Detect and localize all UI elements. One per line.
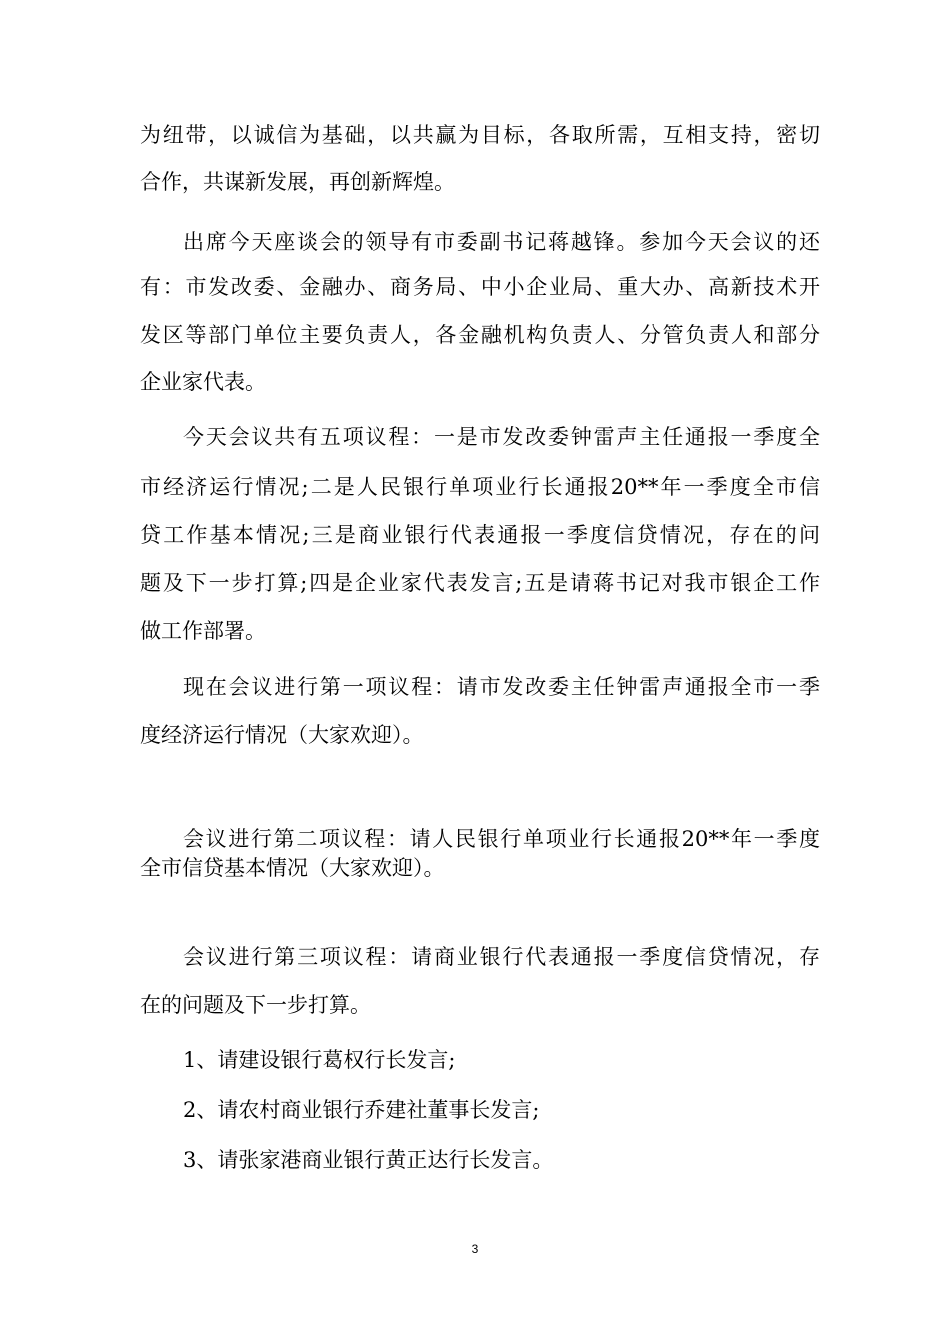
- paragraph-line: 企业家代表。: [140, 370, 266, 394]
- paragraph-line: 有：市发改委、金融办、商务局、中小企业局、重大办、高新技术开: [140, 275, 820, 299]
- paragraph-line: 度经济运行情况（大家欢迎）。: [140, 723, 424, 747]
- paragraph-line: 现在会议进行第一项议程：请市发改委主任钟雷声通报全市一季: [183, 675, 820, 699]
- paragraph-line: 发区等部门单位主要负责人，各金融机构负责人、分管负责人和部分: [140, 323, 820, 347]
- paragraph-line: 做工作部署。: [140, 619, 266, 643]
- paragraph-line: 题及下一步打算;四是企业家代表发言;五是请蒋书记对我市银企工作: [140, 571, 820, 595]
- paragraph-line: 为纽带，以诚信为基础，以共赢为目标，各取所需，互相支持，密切: [140, 123, 820, 147]
- paragraph-line: 贷工作基本情况;三是商业银行代表通报一季度信贷情况，存在的问: [140, 523, 820, 547]
- list-item: 3、请张家港商业银行黄正达行长发言。: [183, 1148, 554, 1172]
- page-number: 3: [471, 1242, 479, 1256]
- list-item: 1、请建设银行葛权行长发言;: [183, 1048, 456, 1072]
- paragraph-line: 合作，共谋新发展，再创新辉煌。: [140, 170, 455, 194]
- paragraph-line: 会议进行第三项议程：请商业银行代表通报一季度信贷情况，存: [183, 945, 820, 969]
- paragraph-line: 今天会议共有五项议程：一是市发改委钟雷声主任通报一季度全: [183, 425, 820, 449]
- list-item: 2、请农村商业银行乔建社董事长发言;: [183, 1098, 540, 1122]
- paragraph-line: 市经济运行情况;二是人民银行单项业行长通报20**年一季度全市信: [140, 475, 820, 499]
- paragraph-line: 会议进行第二项议程：请人民银行单项业行长通报20**年一季度: [183, 827, 820, 851]
- paragraph-line: 在的问题及下一步打算。: [140, 993, 371, 1017]
- paragraph-line: 全市信贷基本情况（大家欢迎）。: [140, 856, 445, 880]
- paragraph-line: 出席今天座谈会的领导有市委副书记蒋越锋。参加今天会议的还: [183, 230, 820, 254]
